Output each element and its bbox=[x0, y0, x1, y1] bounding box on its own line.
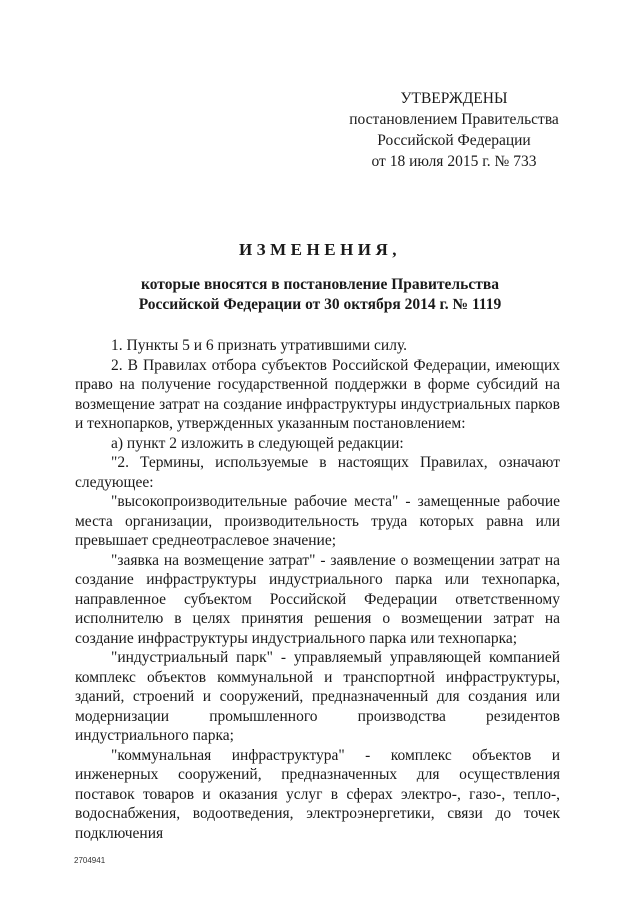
document-heading bbox=[80, 239, 560, 315]
paragraph-4: "2. Термины, используемые в настоящих Правилах, означают следующее: bbox=[75, 454, 560, 491]
document-title: ИЗМЕНЕНИЯ, bbox=[238, 240, 402, 259]
document-subtitle bbox=[80, 275, 560, 315]
paragraph-8: "коммунальная инфраструктура" - комплекс объектов и инженерных сооружений, предназначенных для осуществления поставок товаров и оказания услуг в сферах электро-, газо-, тепло-, водоснабжения, водоотведения, электроэнергетики, связи до точек подключения bbox=[75, 746, 560, 842]
approval-title: УТВЕРЖДЕНЫ bbox=[400, 90, 508, 107]
approval-stamp bbox=[338, 88, 570, 172]
paragraph-5: "высокопроизводительные рабочие места" - замещенные рабочие места организации, производительность труда которых равна или превышает среднеотраслевое значение; bbox=[75, 493, 560, 549]
subtitle-line-1: которые вносятся в постановление Правительства bbox=[141, 276, 499, 293]
paragraph-3: а) пункт 2 изложить в следующей редакции: bbox=[111, 434, 404, 452]
subtitle-line-2: Российской Федерации от 30 октября 2014 г. № 1119 bbox=[138, 296, 502, 313]
paragraph-2: 2. В Правилах отбора субъектов Российской Федерации, имеющих право на получение государственной поддержки в форме субсидий на возмещение затрат на создание инфраструктуры индустриальных парков и технопарков, утвержденных указанным постановлением: bbox=[75, 356, 560, 432]
paragraph-7: "индустриальный парк" - управляемый управляющей компанией комплекс объектов коммунальной и транспортной инфраструктуры, зданий, строений и сооружений, предназначенный для создания или модернизации промышленного производства резидентов индустриального парка; bbox=[75, 649, 560, 744]
approval-line-1: постановлением Правительства bbox=[349, 111, 559, 128]
paragraph-1: 1. Пункты 5 и 6 признать утратившими силу. bbox=[111, 337, 408, 354]
document-body bbox=[75, 336, 560, 843]
approval-line-3: от 18 июля 2015 г. № 733 bbox=[371, 153, 537, 170]
document-code: 2704941 bbox=[74, 856, 106, 865]
paragraph-6: "заявка на возмещение затрат" - заявление о возмещении затрат на создание инфраструктуры индустриального парка или технопарка, направленное субъектом Российской Федерации ответственному исполнителю в целях принятия решения о возмещении затрат на создание инфраструктуры индустриального парка или технопарка; bbox=[75, 551, 560, 647]
approval-line-2: Российской Федерации bbox=[377, 132, 531, 149]
